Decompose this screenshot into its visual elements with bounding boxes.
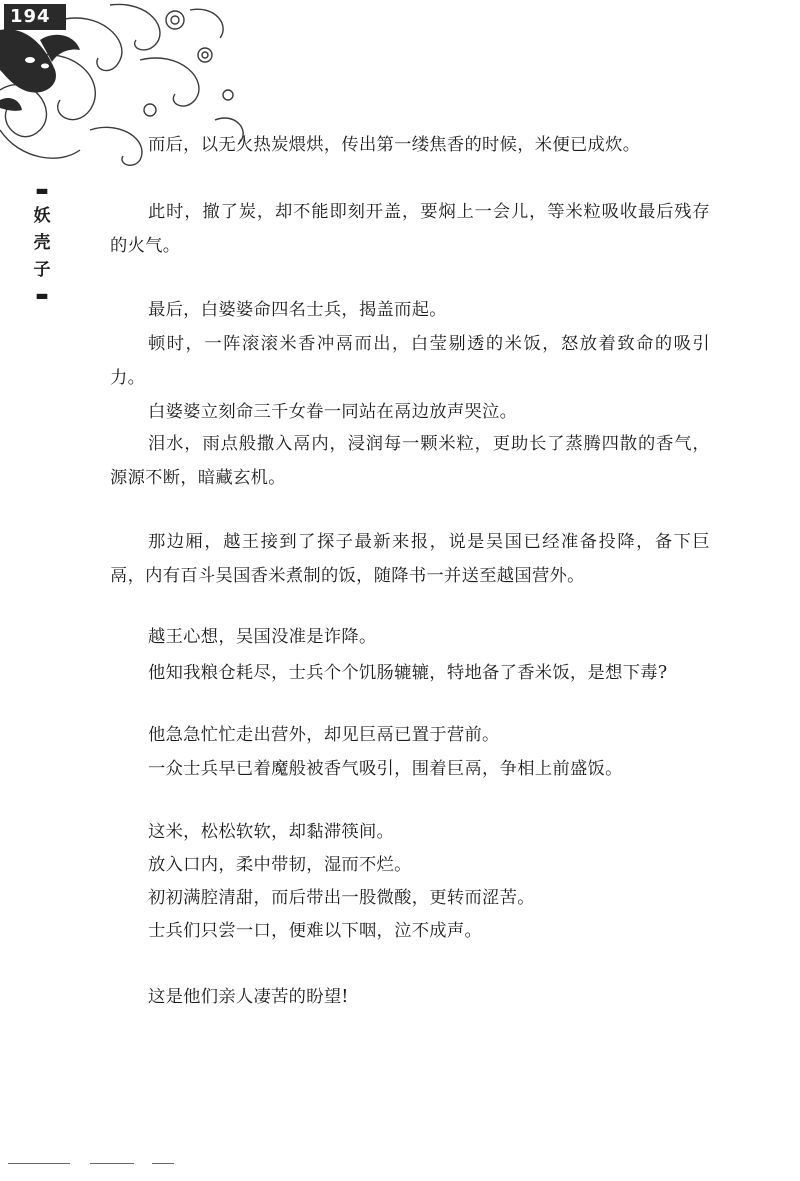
paragraph: 顿时，一阵滚滚米香冲鬲而出，白莹剔透的米饭，怒放着致命的吸引力。: [110, 334, 710, 388]
page-number: 194: [4, 4, 66, 30]
paragraph: 这是他们亲人凄苦的盼望!: [148, 987, 349, 1007]
book-title-char: 妖: [33, 206, 51, 226]
footer-rule: [8, 1163, 70, 1164]
book-title-vertical: [22, 178, 62, 309]
paragraph: 士兵们只尝一口，便难以下咽，泣不成声。: [148, 921, 483, 941]
paragraph: 他知我粮仓耗尽，士兵个个饥肠辘辘，特地备了香米饭，是想下毒?: [148, 663, 668, 683]
book-title-char: 壳: [33, 233, 51, 253]
paragraph: 这米，松松软软，却黏滞筷间。: [148, 822, 395, 842]
title-top-bar-decoration: ▬: [35, 183, 49, 199]
title-bottom-bar-decoration: ▬: [35, 288, 49, 304]
book-title-char: 子: [33, 260, 51, 280]
paragraph: 最后，白婆婆命四名士兵，揭盖而起。: [148, 300, 447, 320]
paragraph: 初初满腔清甜，而后带出一股微酸，更转而涩苦。: [148, 888, 535, 908]
paragraph: 而后，以无火热炭煨烘，传出第一缕焦香的时候，米便已成炊。: [148, 135, 641, 155]
paragraph: 此时，撤了炭，却不能即刻开盖，要焖上一会儿，等米粒吸收最后残存的火气。: [110, 202, 710, 256]
paragraph: 泪水，雨点般撒入鬲内，浸润每一颗米粒，更助长了蒸腾四散的香气，源源不断，暗藏玄机。: [110, 434, 710, 488]
paragraph: 放入口内，柔中带韧，湿而不烂。: [148, 855, 412, 875]
footer-rule: [152, 1163, 174, 1164]
footer-rule: [90, 1163, 134, 1164]
paragraph: 白婆婆立刻命三千女眷一同站在鬲边放声哭泣。: [148, 402, 518, 422]
paragraph: 他急急忙忙走出营外，却见巨鬲已置于营前。: [148, 725, 500, 745]
paragraph: 那边厢，越王接到了探子最新来报，说是吴国已经准备投降，备下巨鬲，内有百斗吴国香米煮制的饭，随降书一并送至越国营外。: [110, 532, 710, 586]
paragraph: 越王心想，吴国没准是诈降。: [148, 627, 377, 647]
paragraph: 一众士兵早已着魔般被香气吸引，围着巨鬲，争相上前盛饭。: [148, 759, 623, 779]
